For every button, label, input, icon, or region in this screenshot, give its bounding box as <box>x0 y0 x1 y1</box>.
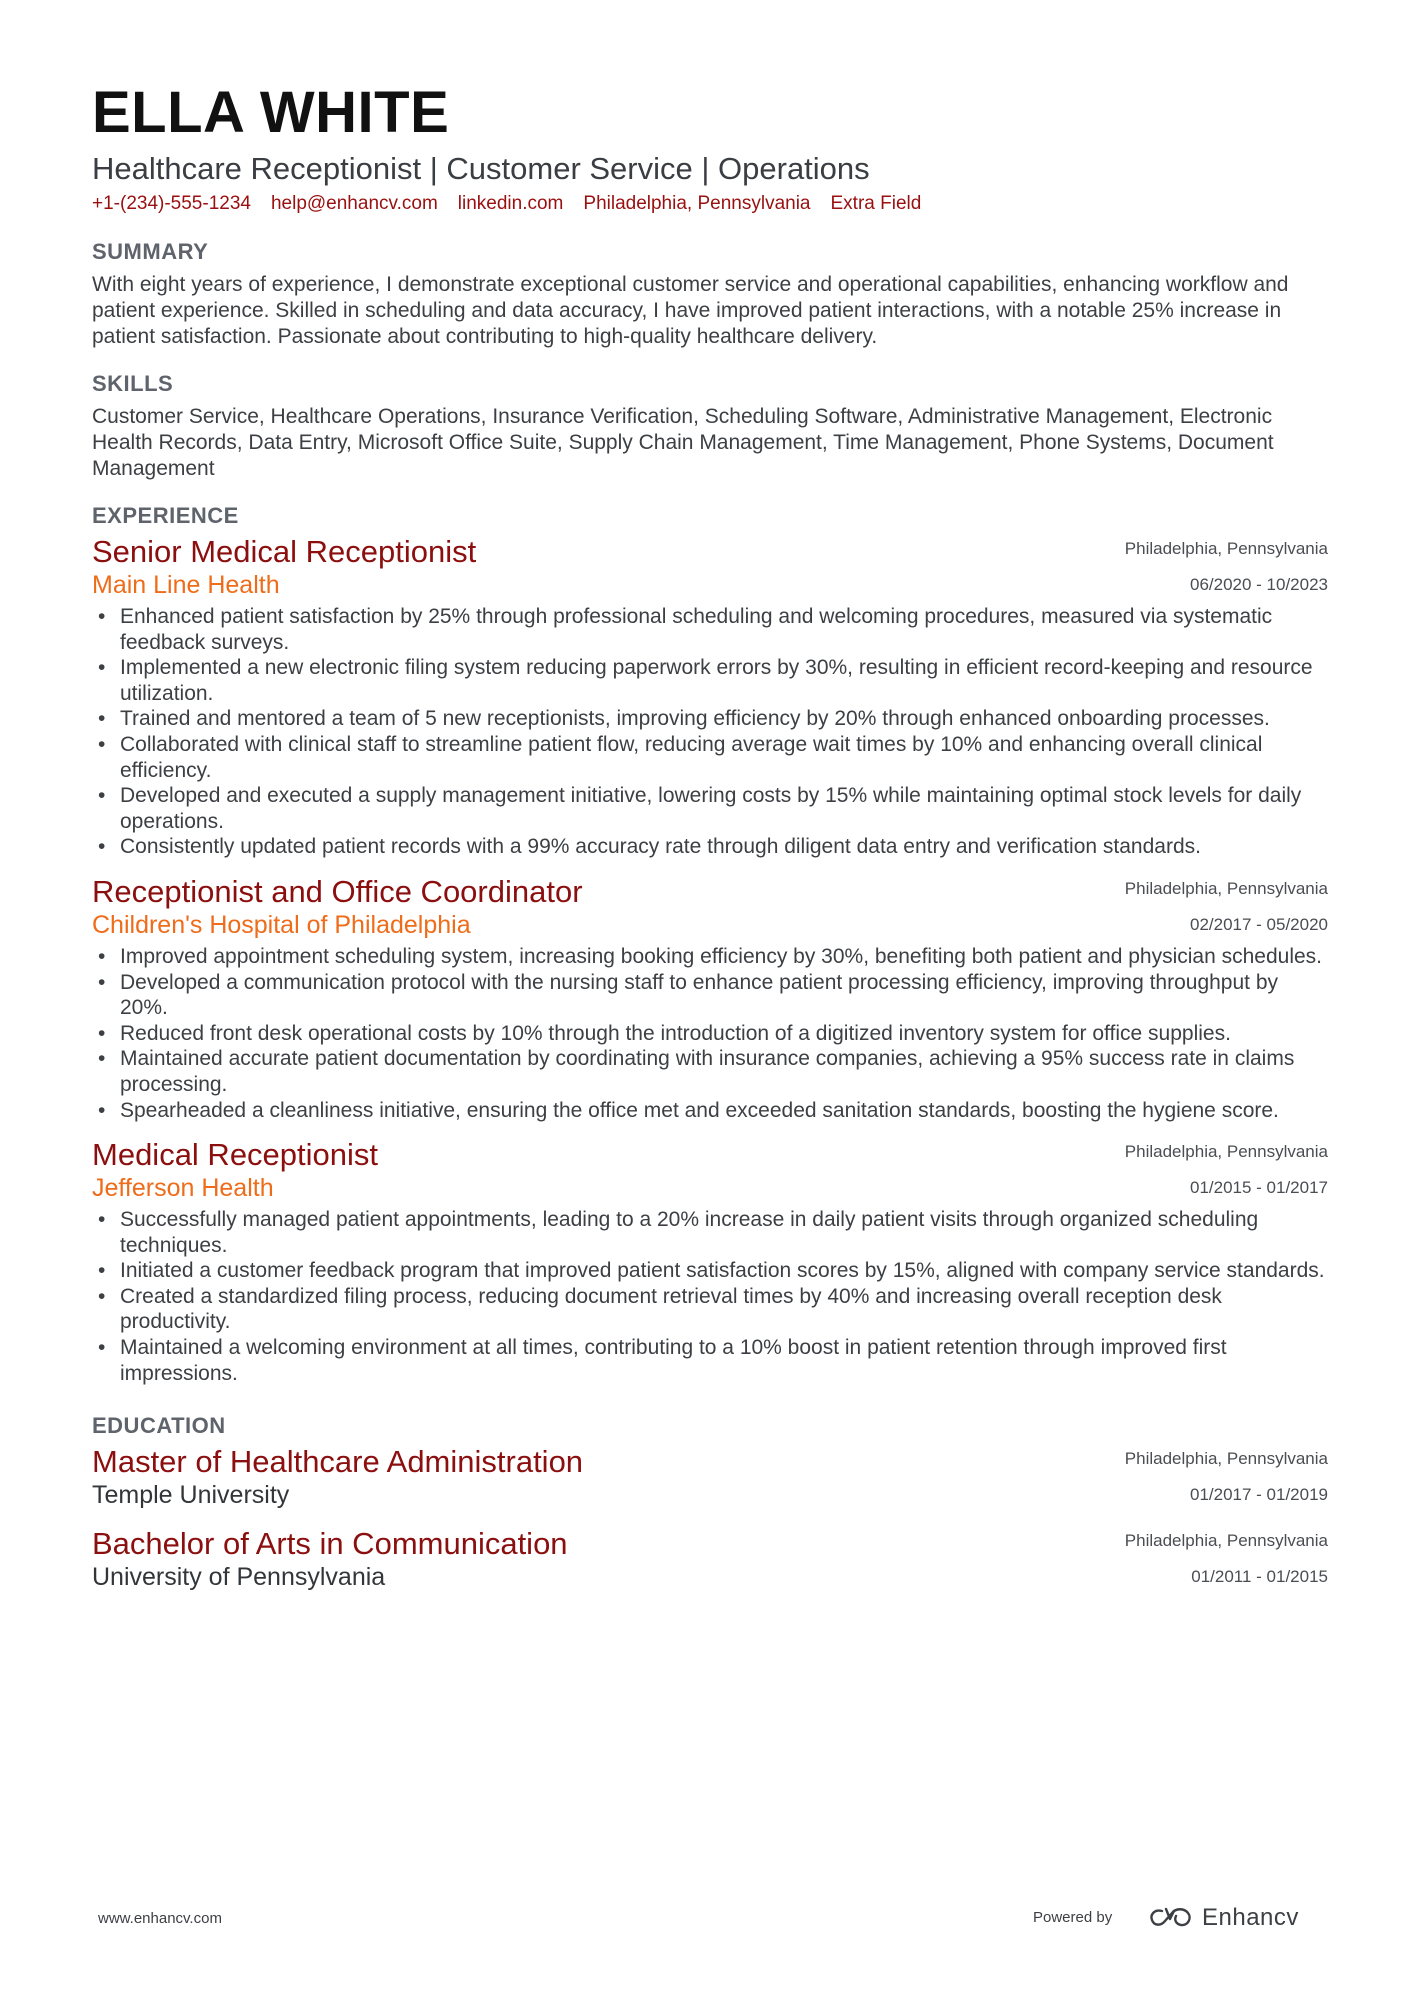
job-bullet: • Initiated a customer feedback program that improved patient satisfaction scores by 15%, aligned with company service standards. <box>120 1258 1328 1284</box>
skills-heading: SKILLS <box>92 371 174 396</box>
job-entry <box>92 534 1328 860</box>
job-entry <box>92 874 1328 1123</box>
job-company: Children's Hospital of Philadelphia <box>92 910 471 939</box>
job-bullet: • Developed a communication protocol with the nursing staff to enhance patient processing efficiency, improving throughput by 20%. <box>120 970 1328 1021</box>
job-bullet: • Created a standardized filing process, reducing document retrieval times by 40% and increasing overall reception desk productivity. <box>120 1284 1328 1335</box>
email-contact[interactable]: help@enhancv.com <box>270 193 438 214</box>
job-dates: 06/2020 - 10/2023 <box>1189 575 1328 594</box>
degree-title: Master of Healthcare Administration <box>92 1444 584 1480</box>
education-entry <box>92 1444 1328 1510</box>
job-bullet: • Enhanced patient satisfaction by 25% through professional scheduling and welcoming procedures, measured via systematic feedback surveys. <box>120 604 1328 655</box>
experience-heading: EXPERIENCE <box>92 503 239 528</box>
job-company: Main Line Health <box>92 571 280 599</box>
phone-contact[interactable]: +1-(234)-555-1234 <box>92 193 251 214</box>
footer-url-link[interactable]: www.enhancv.com <box>98 1910 222 1927</box>
degree-title: Bachelor of Arts in Communication <box>92 1526 568 1562</box>
education-dates: 01/2017 - 01/2019 <box>1189 1485 1328 1505</box>
job-company: Jefferson Health <box>92 1174 274 1203</box>
job-bullet: • Consistently updated patient records with a 99% accuracy rate through diligent data entry and verification standards. <box>120 834 1328 860</box>
resume-page <box>92 78 1328 1592</box>
job-location: Philadelphia, Pennsylvania <box>1124 878 1328 898</box>
job-bullets <box>92 944 1328 1123</box>
candidate-name: ELLA WHITE <box>92 80 450 145</box>
summary-text: With eight years of experience, I demonstrate exceptional customer service and operational capabilities, enhancing workflow and patient experience. Skilled in scheduling and data accuracy, I have improved patient interactions, with a notable 25% increase in patient satisfaction. Passionate about contributing to high-quality healthcare delivery. <box>92 273 1289 348</box>
location-contact: Philadelphia, Pennsylvania <box>583 193 811 214</box>
job-entry <box>92 1137 1328 1386</box>
job-bullet: • Maintained a welcoming environment at all times, contributing to a 10% boost in patient retention through improved first impressions. <box>120 1335 1328 1386</box>
job-bullet: • Spearheaded a cleanliness initiative, ensuring the office met and exceeded sanitation standards, boosting the hygiene score. <box>120 1098 1328 1124</box>
job-location: Philadelphia, Pennsylvania <box>1124 539 1328 558</box>
job-bullets <box>92 604 1328 860</box>
job-dates: 01/2015 - 01/2017 <box>1189 1178 1328 1198</box>
summary-heading: SUMMARY <box>92 239 209 264</box>
enhancv-logo-icon <box>1148 1905 1194 1931</box>
brand-name: Enhancv <box>1202 1904 1299 1931</box>
education-dates: 01/2011 - 01/2015 <box>1191 1567 1328 1587</box>
job-title: Medical Receptionist <box>92 1137 379 1173</box>
skills-section <box>92 370 1328 482</box>
job-bullet: • Collaborated with clinical staff to streamline patient flow, reducing average wait times by 10% and enhancing overall clinical efficiency. <box>120 732 1328 783</box>
candidate-tagline: Healthcare Receptionist | Customer Service | Operations <box>92 151 870 186</box>
job-dates: 02/2017 - 05/2020 <box>1189 914 1328 934</box>
contact-row <box>92 192 1328 216</box>
experience-section <box>92 502 1328 1386</box>
education-location: Philadelphia, Pennsylvania <box>1124 1449 1328 1469</box>
skills-text: Customer Service, Healthcare Operations, Insurance Verification, Scheduling Software, Administrative Management, Electronic Health Records, Data Entry, Microsoft Office Suite, Supply Chain Management, Time Management, Phone Systems, Document Management <box>92 405 1274 480</box>
job-title: Senior Medical Receptionist <box>92 534 477 569</box>
enhancv-brand[interactable] <box>1148 1904 1299 1932</box>
school-name: Temple University <box>92 1481 290 1510</box>
summary-section <box>92 238 1328 350</box>
footer <box>98 1906 1298 1936</box>
job-bullet: • Reduced front desk operational costs by 10% through the introduction of a digitized inventory system for office supplies. <box>120 1021 1328 1047</box>
school-name: University of Pennsylvania <box>92 1563 386 1592</box>
linkedin-contact[interactable]: linkedin.com <box>457 193 564 214</box>
job-bullet: • Developed and executed a supply management initiative, lowering costs by 15% while maintaining optimal stock levels for daily operations. <box>120 783 1328 834</box>
powered-by-label: Powered by <box>1033 1909 1113 1926</box>
job-title: Receptionist and Office Coordinator <box>92 873 583 909</box>
education-heading: EDUCATION <box>92 1413 226 1439</box>
education-entry <box>92 1526 1328 1592</box>
job-bullet: • Successfully managed patient appointments, leading to a 20% increase in daily patient visits through organized scheduling techniques. <box>120 1207 1328 1258</box>
extra-field-contact: Extra Field <box>830 193 922 214</box>
job-bullet: • Maintained accurate patient documentation by coordinating with insurance companies, achieving a 95% success rate in claims processing. <box>120 1046 1328 1097</box>
job-bullet: • Implemented a new electronic filing system reducing paperwork errors by 30%, resulting in efficient record-keeping and resource utilization. <box>120 655 1328 706</box>
job-bullets <box>92 1207 1328 1386</box>
job-bullet: • Improved appointment scheduling system, increasing booking efficiency by 30%, benefiting both patient and physician schedules. <box>120 944 1328 970</box>
job-bullet: • Trained and mentored a team of 5 new receptionists, improving efficiency by 20% through enhanced onboarding processes. <box>120 706 1328 732</box>
education-location: Philadelphia, Pennsylvania <box>1124 1531 1328 1551</box>
education-section <box>92 1412 1328 1592</box>
job-location: Philadelphia, Pennsylvania <box>1124 1142 1328 1162</box>
